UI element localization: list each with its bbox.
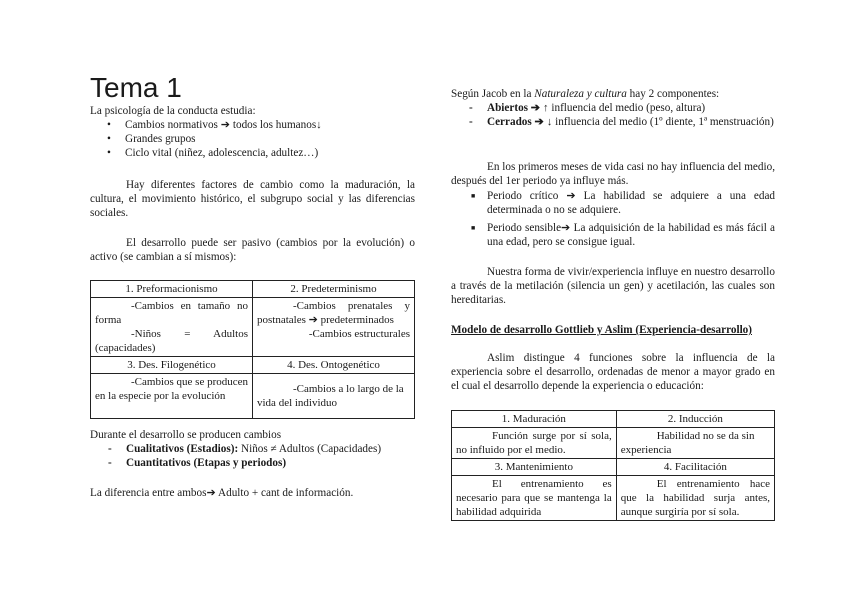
table-header: 3. Mantenimiento — [452, 459, 617, 476]
methylation-paragraph: Nuestra forma de vivir/experiencia influye en nuestro desarrollo a través de la metilación (silencia un gen) y acetilación, las cuales son hereditarias. — [451, 266, 775, 306]
difference-text: La diferencia entre ambos➔ Adulto + cant de información. — [90, 487, 354, 499]
list-item: • Cambios normativos ➔ todos los humanos↓ — [125, 118, 415, 132]
table-cell — [91, 298, 253, 357]
list-item — [487, 115, 775, 129]
bold-term: Cuantitativos (Etapas y periodos) — [126, 457, 287, 469]
table-header: 1. Maduración — [452, 411, 617, 428]
bold-term: Cualitativos (Estadios): — [126, 443, 239, 455]
list-item: ■ Periodo sensible➔ La adquisición de la habilidad es más fácil a una edad, pero se consigue igual. — [487, 221, 775, 249]
table-header: 4. Facilitación — [616, 459, 774, 476]
cell-line: -Cambios prenatales y postnatales ➔ predeterminados — [257, 300, 410, 326]
table-cell: -Cambios a lo largo de la vida del individuo — [253, 374, 415, 419]
months-paragraph: En los primeros meses de vida casi no hay influencia del medio, después del 1er periodo ya influye más. — [451, 161, 775, 187]
term-detail: ↑ influencia del medio (peso, altura) — [540, 102, 706, 114]
theories-table-wrapper — [90, 280, 415, 419]
jacob-pre: Según Jacob en la — [451, 88, 535, 100]
table-cell: -Cambios que se producen en la especie por la evolución — [91, 374, 253, 419]
table-header: 2. Predeterminismo — [253, 281, 415, 298]
during-text: Durante el desarrollo se producen cambios — [90, 429, 282, 441]
bullet-list — [90, 118, 415, 160]
theories-table — [90, 280, 415, 419]
table-cell: El entrenamiento es necesario para que se mantenga la habilidad adquirida — [452, 476, 617, 521]
aslim-paragraph: Aslim distingue 4 funciones sobre la influencia de la experiencia sobre el desarrollo, ordenadas de menor a mayor grado en el cual el desarrollo depende la experiencia o educación: — [451, 352, 775, 392]
list-item: • Ciclo vital (niñez, adolescencia, adultez…) — [125, 146, 415, 160]
cell-line: -Cambios estructurales — [308, 328, 410, 340]
section-heading: Modelo de desarrollo Gottlieb y Aslim (Experiencia-desarrollo) — [451, 324, 752, 336]
table-cell: Función surge por sí sola, no influido por el medio. — [452, 428, 617, 459]
book-title: Naturaleza y cultura — [534, 88, 627, 100]
page-title: Tema 1 — [90, 72, 182, 103]
left-column — [90, 104, 415, 160]
table-header: 4. Des. Ontogenético — [253, 357, 415, 374]
functions-table-wrapper — [451, 410, 775, 521]
functions-table — [451, 410, 775, 521]
periods-list — [451, 189, 775, 249]
bold-term: Abiertos ➔ — [487, 102, 541, 114]
table-header: 1. Preformacionismo — [91, 281, 253, 298]
list-item — [487, 101, 775, 115]
list-item — [126, 442, 415, 456]
changes-list — [90, 442, 415, 470]
term-detail: Niños ≠ Adultos (Capacidades) — [238, 443, 382, 455]
cell-line: -Niños = Adultos (capacidades) — [95, 328, 248, 354]
table-cell: Habilidad no se da sin experiencia — [616, 428, 774, 459]
components-list — [451, 101, 775, 129]
cell-line: -Cambios en tamaño no forma — [95, 300, 248, 326]
intro-text: La psicología de la conducta estudia: — [90, 105, 256, 117]
term-detail: ↓ influencia del medio (1º diente, 1ª menstruación) — [543, 116, 774, 128]
changes-section — [90, 428, 415, 470]
factors-paragraph: Hay diferentes factores de cambio como la maduración, la cultura, el movimiento histórico, el subgrupo social y las diferencias sociales. — [90, 179, 415, 219]
jacob-post: hay 2 componentes: — [626, 88, 720, 100]
jacob-section — [451, 87, 775, 129]
table-header: 2. Inducción — [616, 411, 774, 428]
bold-term: Cerrados ➔ — [487, 116, 544, 128]
list-item: ■ Periodo crítico ➔ La habilidad se adquiere a una edad determinada o no se adquiere. — [487, 189, 775, 217]
table-cell: El entrenamiento hace que la habilidad surja antes, aunque surgiría por sí sola. — [616, 476, 774, 521]
table-header: 3. Des. Filogenético — [91, 357, 253, 374]
passive-active-paragraph: El desarrollo puede ser pasivo (cambios por la evolución) o activo (se cambian a sí mismos): — [90, 237, 415, 263]
list-item: • Grandes grupos — [125, 132, 415, 146]
list-item — [126, 456, 415, 470]
jacob-text — [451, 87, 775, 101]
table-cell — [253, 298, 415, 357]
